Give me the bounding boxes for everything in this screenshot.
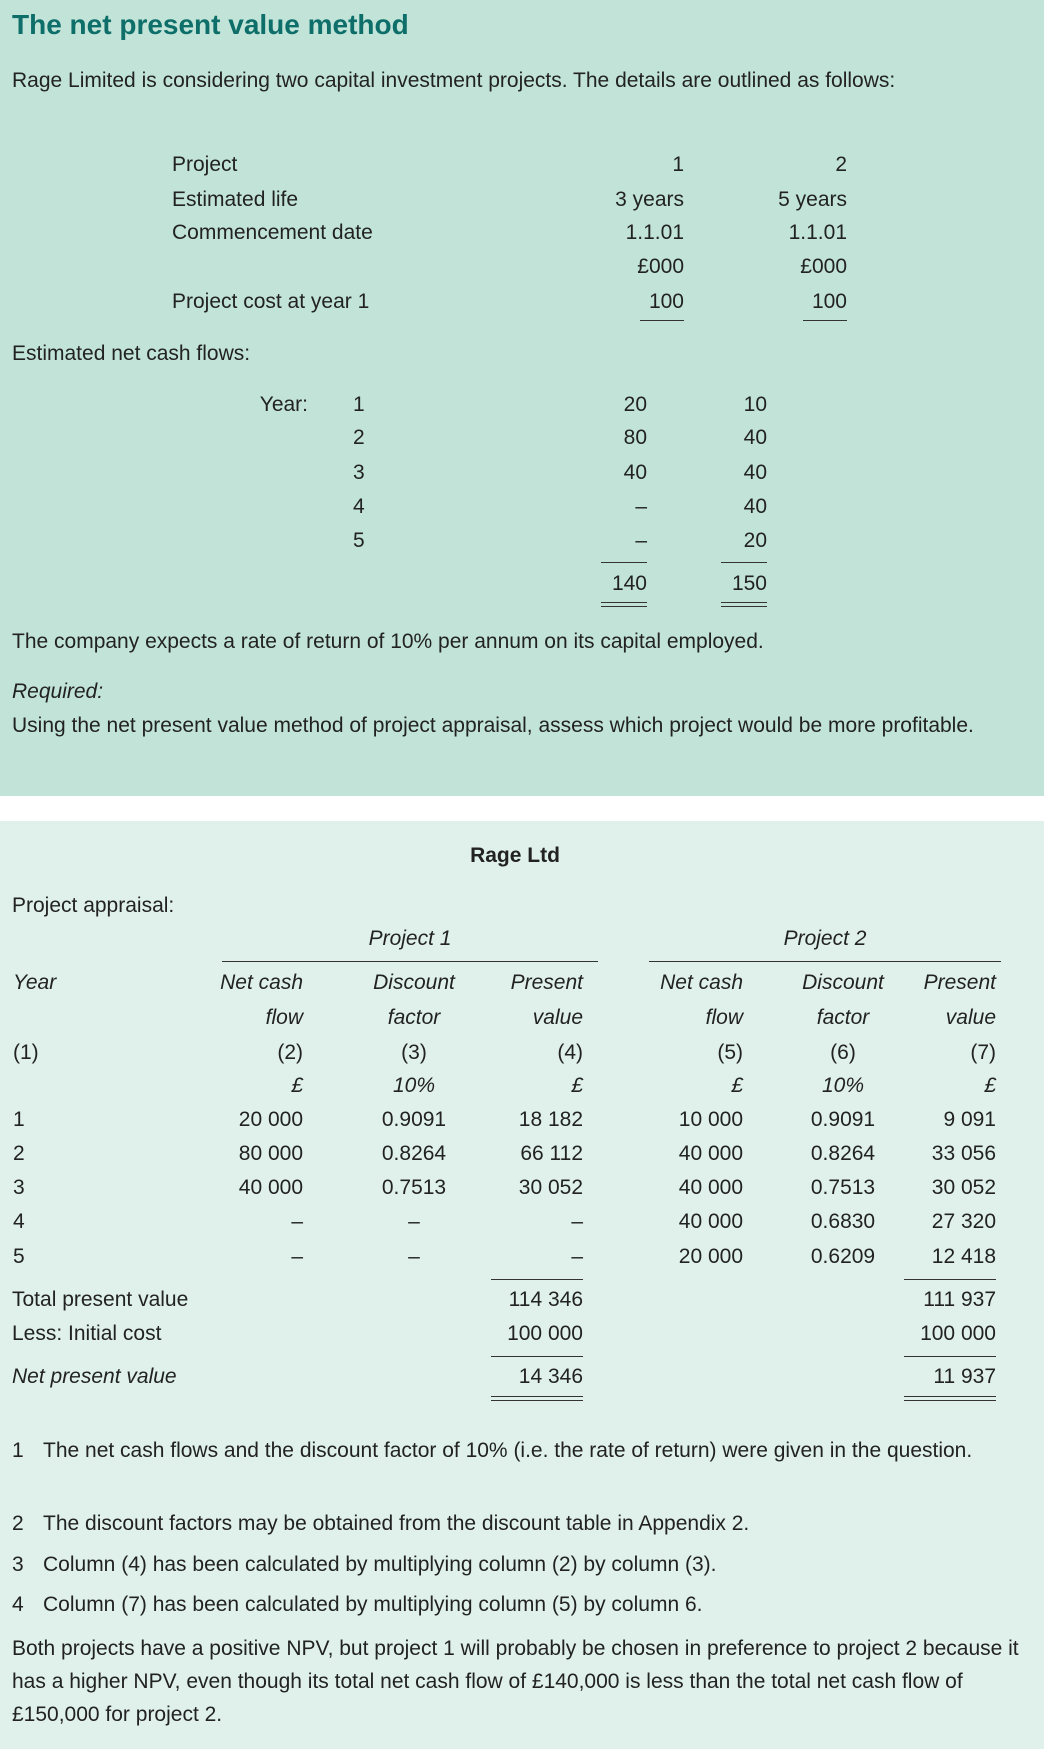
table-cell: –	[408, 1210, 420, 1233]
required-label: Required:	[12, 680, 104, 703]
required-text: Using the net present value method of project appraisal, assess which project would be more profitable.	[12, 714, 974, 737]
column-header: (4)	[557, 1041, 583, 1064]
detail-p2: 1.1.01	[788, 221, 847, 244]
column-header: (1)	[13, 1041, 39, 1064]
detail-p2: 5 years	[778, 188, 847, 211]
column-header: (5)	[717, 1041, 743, 1064]
cash-flow-p1: 20	[623, 393, 647, 416]
column-header: Present	[510, 971, 583, 994]
double-rule	[601, 602, 647, 607]
table-cell: 20 000	[678, 1245, 743, 1268]
note-text: The discount factors may be obtained from the discount table in Appendix 2.	[43, 1512, 750, 1535]
table-cell: 0.9091	[810, 1108, 876, 1131]
cash-flows-label: Estimated net cash flows:	[12, 342, 251, 365]
summary-p1: 114 346	[508, 1288, 583, 1311]
table-cell: 0.6209	[810, 1245, 876, 1268]
summary-p2: 111 937	[923, 1288, 996, 1311]
column-header: £	[731, 1074, 743, 1097]
column-header: (7)	[970, 1041, 996, 1064]
cash-flow-p1: –	[635, 495, 647, 518]
column-header: (2)	[277, 1041, 303, 1064]
detail-label: Project	[172, 153, 238, 176]
double-rule	[721, 602, 767, 607]
detail-label: Commencement date	[172, 221, 373, 244]
column-header: flow	[705, 1006, 743, 1029]
rate-statement: The company expects a rate of return of 10% per annum on its capital employed.	[12, 630, 764, 653]
column-header: £	[291, 1074, 303, 1097]
note-item	[12, 1548, 1022, 1581]
note-number: 1	[12, 1439, 24, 1462]
detail-p2: 2	[835, 153, 847, 176]
project1-label: Project 1	[368, 927, 452, 950]
note-item	[12, 1588, 1022, 1621]
detail-p2: £000	[800, 255, 847, 278]
table-cell: –	[571, 1245, 583, 1268]
total-p1: 140	[611, 572, 647, 595]
table-cell: 0.8264	[381, 1142, 447, 1165]
column-header: Discount	[802, 971, 884, 994]
question-panel	[0, 0, 1044, 796]
column-header: factor	[816, 1006, 870, 1029]
year-label: Year:	[259, 393, 308, 416]
table-cell: 27 320	[931, 1210, 996, 1233]
column-header: £	[984, 1074, 996, 1097]
column-header: flow	[265, 1006, 303, 1029]
detail-p1: 1.1.01	[625, 221, 684, 244]
table-cell: 0.9091	[381, 1108, 447, 1131]
table-cell: 9 091	[943, 1108, 996, 1131]
rule	[803, 320, 847, 321]
column-header: Present	[923, 971, 996, 994]
table-cell: 66 112	[520, 1142, 583, 1165]
table-cell: 40 000	[678, 1142, 743, 1165]
table-cell: 0.7513	[381, 1176, 447, 1199]
rule	[491, 1356, 583, 1357]
table-cell: 30 052	[518, 1176, 583, 1199]
note-number: 4	[12, 1593, 24, 1616]
table-cell: 5	[13, 1245, 25, 1268]
cash-flow-p2: 10	[743, 393, 767, 416]
column-header: Year	[13, 971, 57, 994]
total-p2: 150	[731, 572, 767, 595]
column-header: value	[532, 1006, 583, 1029]
double-rule	[904, 1396, 996, 1401]
table-cell: 10 000	[678, 1108, 743, 1131]
cash-flow-p1: –	[635, 529, 647, 552]
table-cell: 2	[13, 1142, 25, 1165]
table-cell: 0.6830	[810, 1210, 876, 1233]
detail-p1: £000	[637, 255, 684, 278]
table-cell: 30 052	[931, 1176, 996, 1199]
note-text: The net cash flows and the discount factor of 10% (i.e. the rate of return) were given in the question.	[43, 1439, 973, 1462]
project1-rule	[222, 961, 598, 962]
answer-panel	[0, 821, 1044, 1749]
cash-flow-p1: 80	[623, 426, 647, 449]
column-header: £	[571, 1074, 583, 1097]
table-cell: –	[571, 1210, 583, 1233]
conclusion-text: Both projects have a positive NPV, but project 1 will probably be chosen in preference to project 2 because it has a higher NPV, even though its total net cash flow of £140,000 is less than the total net cash flow of £150,000 for project 2.	[12, 1637, 1019, 1726]
answer-heading: Rage Ltd	[470, 844, 560, 867]
rule	[601, 562, 647, 563]
double-rule	[491, 1396, 583, 1401]
cash-flow-year: 5	[353, 529, 365, 552]
detail-p1: 100	[648, 290, 684, 313]
table-cell: 12 418	[931, 1245, 996, 1268]
project2-label: Project 2	[783, 927, 867, 950]
cash-flow-p2: 40	[743, 426, 767, 449]
intro-text: Rage Limited is considering two capital investment projects. The details are outlined as follows:	[12, 69, 896, 92]
detail-p2: 100	[811, 290, 847, 313]
table-cell: –	[291, 1210, 303, 1233]
cash-flow-p2: 20	[743, 529, 767, 552]
note-text: Column (7) has been calculated by multiplying column (5) by column 6.	[43, 1593, 703, 1616]
column-header: (3)	[401, 1041, 427, 1064]
note-item	[12, 1507, 1022, 1540]
note-number: 3	[12, 1553, 24, 1576]
page-title: The net present value method	[12, 9, 409, 40]
summary-p1: 100 000	[507, 1322, 583, 1345]
table-cell: 40 000	[678, 1176, 743, 1199]
column-header: value	[945, 1006, 996, 1029]
cash-flow-year: 2	[353, 426, 365, 449]
table-cell: 0.8264	[810, 1142, 876, 1165]
cash-flow-year: 1	[353, 393, 365, 416]
rule	[904, 1356, 996, 1357]
detail-p1: 1	[672, 153, 684, 176]
table-cell: –	[291, 1245, 303, 1268]
note-item	[12, 1434, 1022, 1467]
summary-p2: 11 937	[933, 1365, 996, 1388]
detail-label: Estimated life	[172, 188, 299, 211]
column-header: 10%	[392, 1074, 436, 1097]
table-cell: 33 056	[931, 1142, 996, 1165]
table-cell: 3	[13, 1176, 25, 1199]
table-cell: 80 000	[238, 1142, 303, 1165]
column-header: Net cash	[660, 971, 743, 994]
rule	[640, 320, 684, 321]
summary-p1: 14 346	[518, 1365, 583, 1388]
answer-subheading: Project appraisal:	[12, 894, 175, 917]
column-header: 10%	[821, 1074, 865, 1097]
table-cell: 1	[13, 1108, 25, 1131]
detail-p1: 3 years	[615, 188, 684, 211]
cash-flow-year: 3	[353, 461, 365, 484]
cash-flow-p2: 40	[743, 495, 767, 518]
table-cell: 18 182	[518, 1108, 583, 1131]
summary-label: Less: Initial cost	[12, 1322, 162, 1345]
rule	[491, 1279, 583, 1280]
rule	[904, 1279, 996, 1280]
cash-flow-year: 4	[353, 495, 365, 518]
table-cell: 20 000	[238, 1108, 303, 1131]
table-cell: 40 000	[238, 1176, 303, 1199]
summary-label: Net present value	[12, 1365, 177, 1388]
cash-flow-p1: 40	[623, 461, 647, 484]
note-text: Column (4) has been calculated by multiplying column (2) by column (3).	[43, 1553, 717, 1576]
table-cell: 0.7513	[810, 1176, 876, 1199]
column-header: factor	[387, 1006, 441, 1029]
summary-p2: 100 000	[920, 1322, 996, 1345]
detail-label: Project cost at year 1	[172, 290, 370, 313]
project2-rule	[649, 961, 1001, 962]
table-cell: 40 000	[678, 1210, 743, 1233]
table-cell: –	[408, 1245, 420, 1268]
rule	[721, 562, 767, 563]
note-number: 2	[12, 1512, 24, 1535]
cash-flow-p2: 40	[743, 461, 767, 484]
column-header: Net cash	[220, 971, 303, 994]
table-cell: 4	[13, 1210, 25, 1233]
column-header: Discount	[373, 971, 455, 994]
column-header: (6)	[830, 1041, 856, 1064]
summary-label: Total present value	[12, 1288, 189, 1311]
